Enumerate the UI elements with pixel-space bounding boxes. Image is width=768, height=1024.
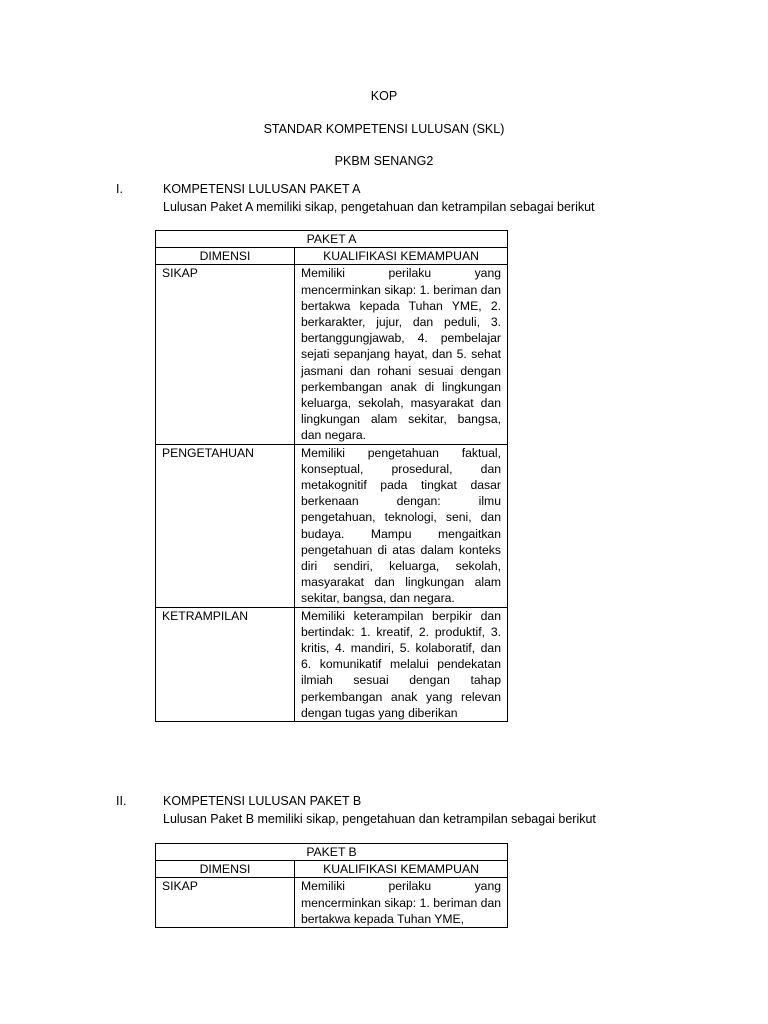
column-header-dimensi: DIMENSI	[156, 248, 295, 265]
section-1-title: KOMPETENSI LULUSAN PAKET A	[163, 182, 361, 196]
qualification-cell: Memiliki keterampilan berpikir dan bertindak: 1. kreatif, 2. produktif, 3. kritis, 4. mandiri, 5. kolaboratif, dan 6. komunikatif melalui pendekatan ilmiah sesuai dengan tahap perkembangan anak yang relevan dengan tugas yang diberikan	[295, 607, 508, 721]
table-caption: PAKET A	[156, 231, 508, 248]
school-name: PKBM SENANG2	[334, 154, 434, 168]
document-title: STANDAR KOMPETENSI LULUSAN (SKL)	[263, 122, 505, 136]
column-header-dimensi: DIMENSI	[156, 861, 295, 878]
table-row	[156, 265, 508, 444]
section-1-number: I.	[116, 182, 123, 196]
paket-a-table	[155, 230, 508, 722]
column-header-kualifikasi: KUALIFIKASI KEMAMPUAN	[295, 248, 508, 265]
table-row	[156, 444, 508, 607]
qualification-cell: Memiliki perilaku yang mencerminkan sikap: 1. beriman dan bertakwa kepada Tuhan YME,	[295, 878, 508, 928]
table-row	[156, 878, 508, 928]
dimension-cell: SIKAP	[156, 878, 295, 928]
section-2-title: KOMPETENSI LULUSAN PAKET B	[163, 794, 362, 808]
dimension-cell: PENGETAHUAN	[156, 444, 295, 607]
table-caption: PAKET B	[156, 844, 508, 861]
dimension-cell: SIKAP	[156, 265, 295, 444]
kop-heading: KOP	[370, 89, 398, 103]
paket-b-table	[155, 843, 508, 928]
column-header-kualifikasi: KUALIFIKASI KEMAMPUAN	[295, 861, 508, 878]
table-row	[156, 607, 508, 721]
section-2-number: II.	[116, 794, 127, 808]
qualification-cell: Memiliki pengetahuan faktual, konseptual, prosedural, dan metakognitif pada tingkat dasar berkenaan dengan: ilmu pengetahuan, teknologi, seni, dan budaya. Mampu mengaitkan pengetahuan di atas dalam konteks diri sendiri, keluarga, sekolah, masyarakat dan lingkungan alam sekitar, bangsa, dan negara.	[295, 444, 508, 607]
dimension-cell: KETRAMPILAN	[156, 607, 295, 721]
section-2-subtitle: Lulusan Paket B memiliki sikap, pengetahuan dan ketrampilan sebagai berikut	[163, 812, 596, 826]
qualification-cell: Memiliki perilaku yang mencerminkan sikap: 1. beriman dan bertakwa kepada Tuhan YME, 2. berkarakter, jujur, dan peduli, 3. bertanggungjawab, 4. pembelajar sejati sepanjang hayat, dan 5. sehat jasmani dan rohani sesuai dengan perkembangan anak di lingkungan keluarga, sekolah, masyarakat dan lingkungan alam sekitar, bangsa, dan negara.	[295, 265, 508, 444]
section-1-subtitle: Lulusan Paket A memiliki sikap, pengetahuan dan ketrampilan sebagai berikut	[163, 200, 595, 214]
